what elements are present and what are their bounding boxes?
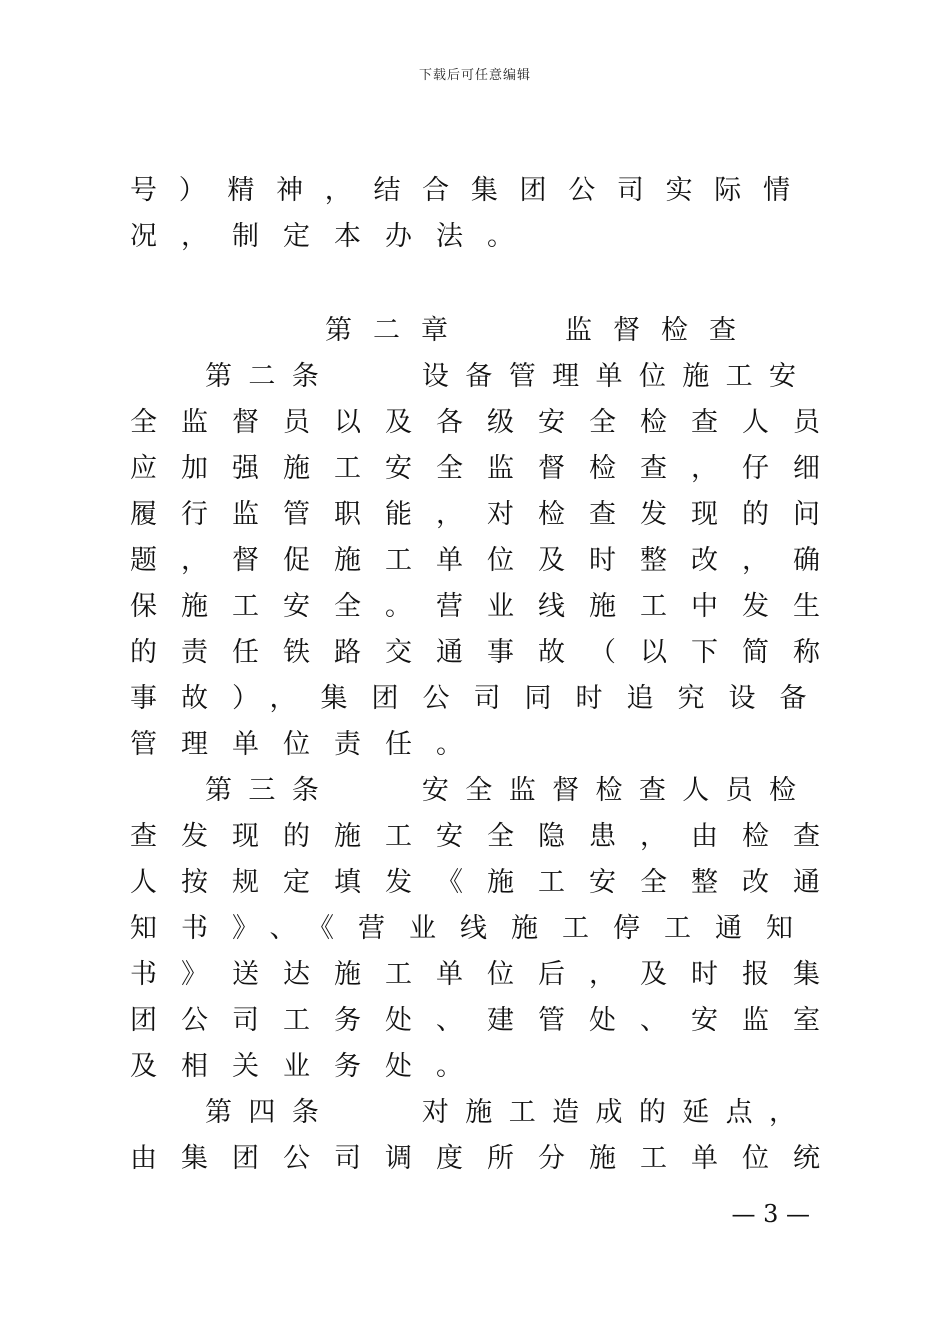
article-4-line-1: 第四条 对施工造成的延点， <box>205 1097 808 1128</box>
header-note: 下载后可任意编辑 <box>418 68 531 83</box>
intro-line-1: 号）精神，结合集团公司实际情 <box>130 175 808 206</box>
chapter-title: 第二章 监督检查 <box>325 315 757 346</box>
article-2-line-6: 保施工安全。营业线施工中发生 <box>130 591 844 622</box>
article-3-line-7: 及相关业务处。 <box>130 1051 487 1082</box>
intro-line-2: 况，制定本办法。 <box>130 221 538 252</box>
article-2-line-4: 履行监管职能，对检查发现的问 <box>130 499 844 530</box>
article-4-line-2: 由集团公司调度所分施工单位统 <box>130 1143 844 1174</box>
article-2-line-7: 的责任铁路交通事故（以下简称 <box>130 637 844 668</box>
article-2-line-2: 全监督员以及各级安全检查人员 <box>130 407 844 438</box>
article-3-line-1: 第三条 安全监督检查人员检 <box>205 775 808 806</box>
article-2-line-8: 事故），集团公司同时追究设备 <box>130 683 831 714</box>
article-2-line-9: 管理单位责任。 <box>130 729 487 760</box>
article-2-line-3: 应加强施工安全监督检查，仔细 <box>130 453 844 484</box>
article-3-line-3: 人按规定填发《施工安全整改通 <box>130 867 844 898</box>
article-3-line-6: 团公司工务处、建管处、安监室 <box>130 1005 844 1036</box>
article-3-line-2: 查发现的施工安全隐患，由检查 <box>130 821 844 852</box>
article-2-line-1: 第二条 设备管理单位施工安 <box>205 361 808 392</box>
page-number: — 3 — <box>731 1200 810 1228</box>
article-3-line-4: 知书》、《营业线施工停工通知 <box>130 913 817 944</box>
article-2-line-5: 题，督促施工单位及时整改，确 <box>130 545 844 576</box>
article-3-line-5: 书》送达施工单位后，及时报集 <box>130 959 844 990</box>
